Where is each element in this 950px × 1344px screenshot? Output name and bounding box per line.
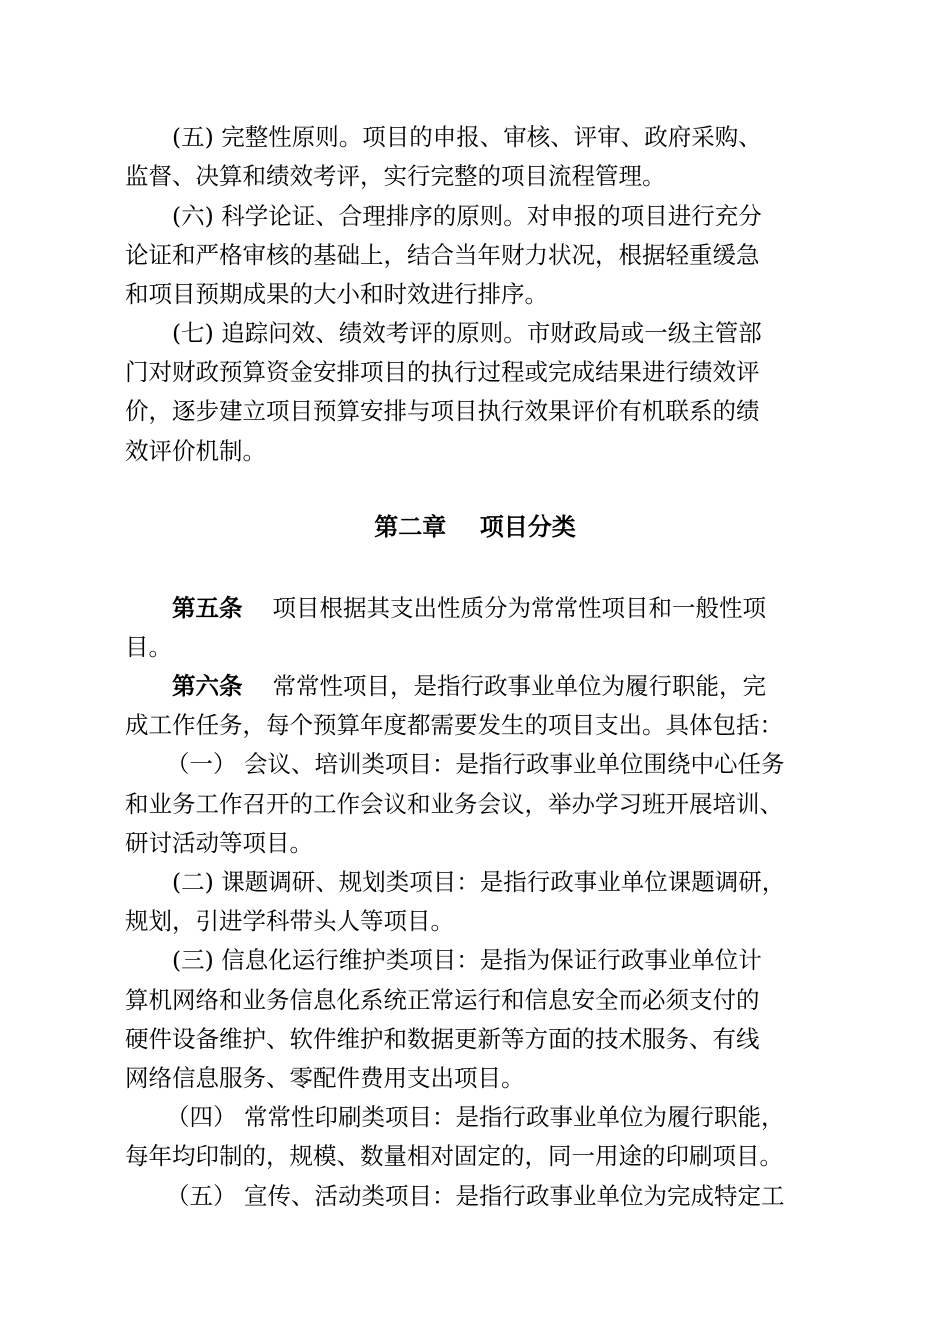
article-6-line — [172, 671, 766, 701]
item-line: 网络信息服务、零配件费用支出项目。 — [125, 1064, 525, 1092]
item-line: 每年均印制的，规模、数量相对固定的，同一用途的印刷项目。 — [125, 1142, 783, 1170]
paragraph-line: (七) 追踪问效、绩效考评的原则。市财政局或一级主管部 — [172, 319, 762, 347]
item-line: （五） 宣传、活动类项目：是指行政事业单位为完成特定工 — [166, 1182, 785, 1210]
article-5-line — [172, 593, 766, 623]
article-6-label: 第六条 — [172, 672, 243, 700]
item-line: 硬件设备维护、软件维护和数据更新等方面的技术服务、有线 — [125, 1025, 760, 1053]
item-line: （四） 常常性印刷类项目：是指行政事业单位为履行职能， — [166, 1103, 785, 1131]
article-5-text: 项目根据其支出性质分为常常性项目和一般性项 — [272, 594, 766, 622]
chapter-heading: 第二章 项目分类 — [374, 513, 576, 541]
article-6-text: 常常性项目，是指行政事业单位为履行职能，完 — [272, 672, 766, 700]
item-line: （一） 会议、培训类项目：是指行政事业单位围绕中心任务 — [166, 750, 785, 778]
paragraph-line: 效评价机制。 — [125, 437, 266, 465]
paragraph-line: 门对财政预算资金安排项目的执行过程或完成结果进行绩效评 — [125, 358, 760, 386]
item-line: 研讨活动等项目。 — [125, 829, 313, 857]
paragraph-line: (六) 科学论证、合理排序的原则。对申报的项目进行充分 — [172, 202, 762, 230]
item-line: 规划，引进学科带头人等项目。 — [125, 907, 454, 935]
article-6-line-2: 成工作任务，每个预算年度都需要发生的项目支出。具体包括： — [125, 711, 783, 739]
paragraph-line: 和项目预期成果的大小和时效进行排序。 — [125, 280, 548, 308]
paragraph-line: 论证和严格审核的基础上，结合当年财力状况，根据轻重缓急 — [125, 241, 760, 269]
article-5-line-2: 目。 — [125, 633, 172, 661]
item-line: (三) 信息化运行维护类项目：是指为保证行政事业单位计 — [172, 946, 762, 974]
paragraph-line: 监督、决算和绩效考评，实行完整的项目流程管理。 — [125, 162, 666, 190]
item-line: 算机网络和业务信息化系统正常运行和信息安全而必须支付的 — [125, 986, 760, 1014]
item-line: 和业务工作召开的工作会议和业务会议，举办学习班开展培训、 — [125, 790, 783, 818]
article-5-label: 第五条 — [172, 594, 243, 622]
paragraph-line: (五) 完整性原则。项目的申报、审核、评审、政府采购、 — [172, 123, 762, 151]
paragraph-line: 价，逐步建立项目预算安排与项目执行效果评价有机联系的绩 — [125, 397, 760, 425]
item-line: (二) 课题调研、规划类项目：是指行政事业单位课题调研， — [172, 868, 786, 896]
